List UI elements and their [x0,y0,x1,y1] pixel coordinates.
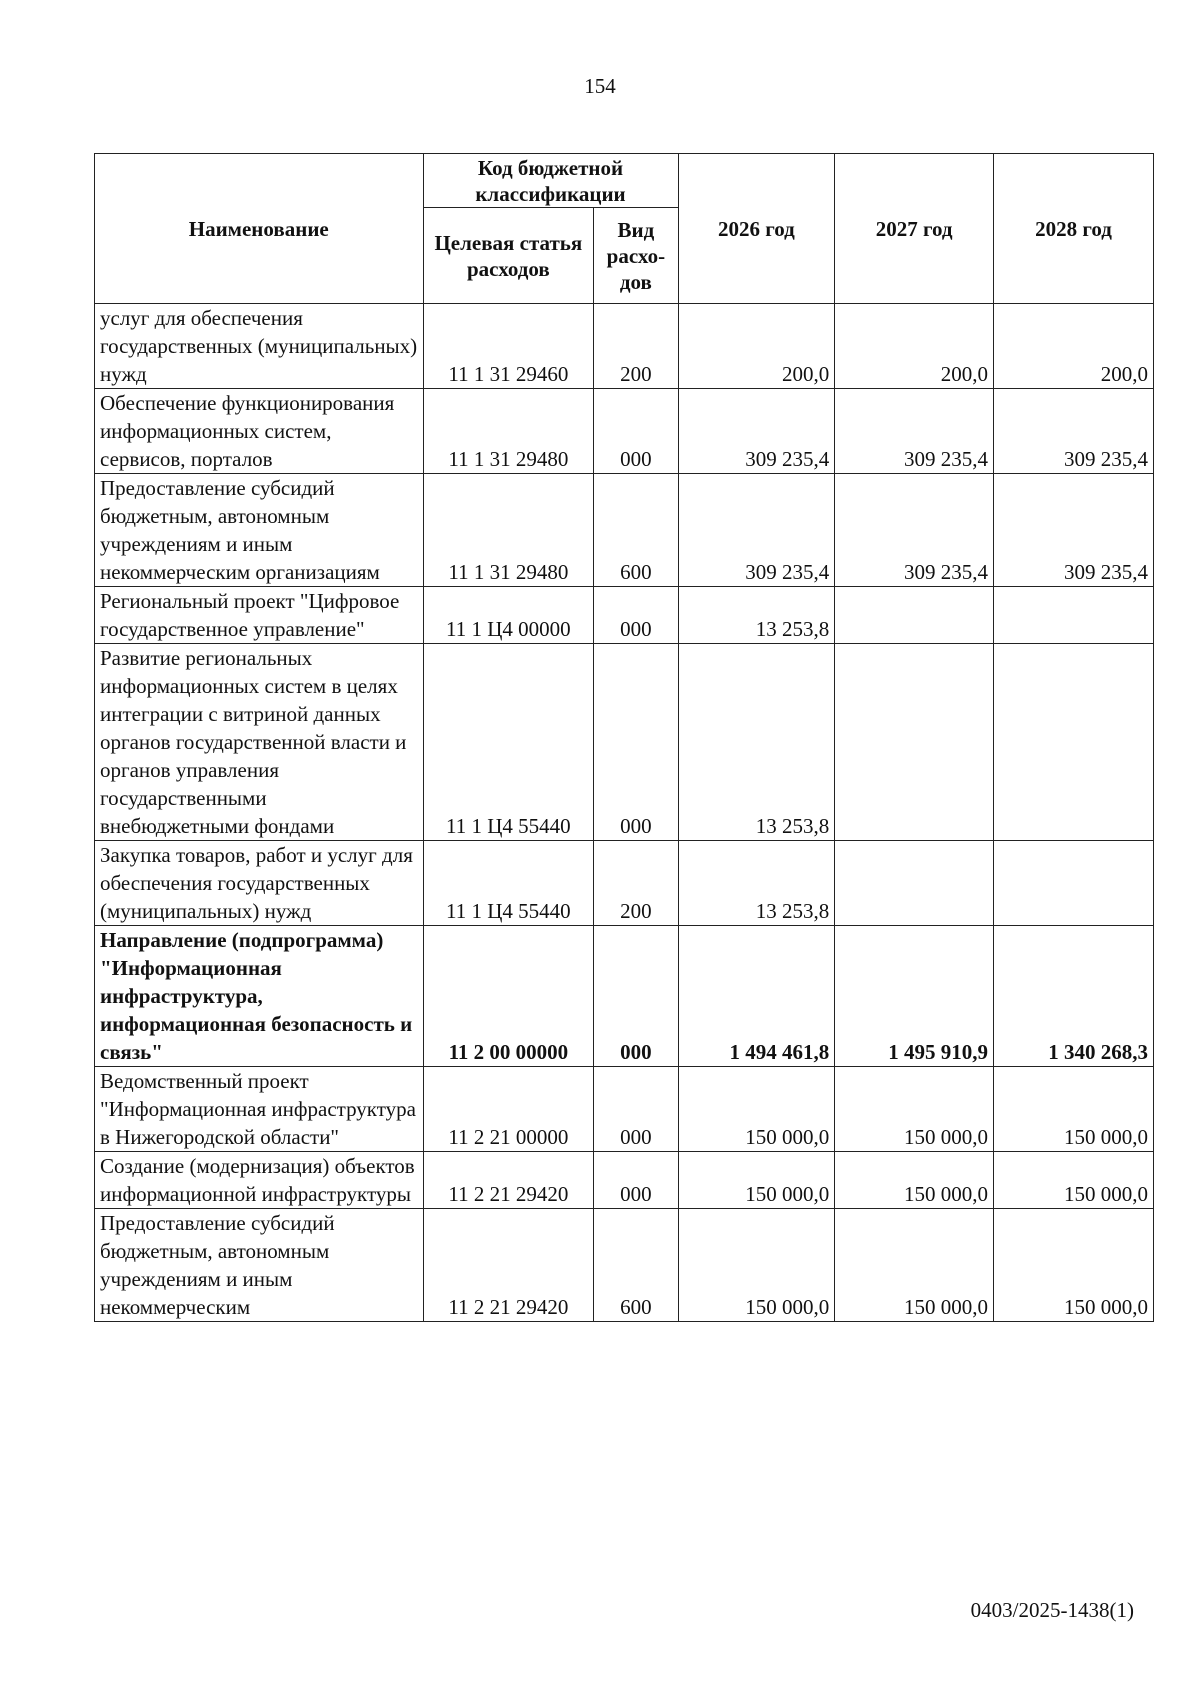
row-name-cell: услуг для обеспечения государственных (муниципальных) нужд [95,304,424,389]
row-2027-value-cell: 200,0 [835,304,994,389]
row-name-cell: Региональный проект "Цифровое государственное управление" [95,587,424,644]
row-name-cell: Направление (подпрограмма) "Информационная инфраструктура, информационная безопасность и связь" [95,926,424,1067]
row-expense-type-cell: 000 [594,644,678,841]
table-row [95,644,1154,841]
table-row [95,1152,1154,1209]
row-2026-value-cell: 150 000,0 [678,1067,835,1152]
row-2027-value-cell [835,587,994,644]
header-name: Наименование [95,154,424,304]
row-expense-type-cell: 600 [594,474,678,587]
table-row [95,304,1154,389]
row-expense-type-cell: 000 [594,926,678,1067]
table-row [95,587,1154,644]
row-expense-type-cell: 000 [594,587,678,644]
row-2026-value-cell: 13 253,8 [678,587,835,644]
row-2026-value-cell: 150 000,0 [678,1209,835,1322]
row-2026-value-cell: 309 235,4 [678,389,835,474]
row-target-article-cell: 11 2 21 29420 [423,1209,594,1322]
row-2027-value-cell: 309 235,4 [835,389,994,474]
row-2026-value-cell: 200,0 [678,304,835,389]
row-target-article-cell: 11 2 21 29420 [423,1152,594,1209]
table-row [95,1067,1154,1152]
table-row [95,474,1154,587]
row-2027-value-cell: 150 000,0 [835,1067,994,1152]
row-2027-value-cell: 309 235,4 [835,474,994,587]
row-name-cell: Предоставление субсидий бюджетным, автономным учреждениям и иным некоммерческим [95,1209,424,1322]
row-2026-value-cell: 309 235,4 [678,474,835,587]
row-2026-value-cell: 150 000,0 [678,1152,835,1209]
row-2028-value-cell: 309 235,4 [994,389,1154,474]
row-target-article-cell: 11 1 31 29480 [423,389,594,474]
table-row [95,926,1154,1067]
row-name-cell: Создание (модернизация) объектов информационной инфраструктуры [95,1152,424,1209]
header-year-2026: 2026 год [678,154,835,304]
row-2028-value-cell: 150 000,0 [994,1209,1154,1322]
header-target-article: Целевая статья расходов [423,208,594,304]
row-2026-value-cell: 13 253,8 [678,644,835,841]
row-target-article-cell: 11 1 31 29480 [423,474,594,587]
row-2027-value-cell: 150 000,0 [835,1152,994,1209]
table-body [95,304,1154,1322]
row-2028-value-cell: 309 235,4 [994,474,1154,587]
document-code: 0403/2025-1438(1) [970,1598,1134,1622]
row-expense-type-cell: 000 [594,1152,678,1209]
row-2026-value-cell: 1 494 461,8 [678,926,835,1067]
row-name-cell: Развитие региональных информационных систем в целях интеграции с витриной данных органов государственной власти и органов управления государственными внебюджетными фондами [95,644,424,841]
row-name-cell: Закупка товаров, работ и услуг для обеспечения государственных (муниципальных) нужд [95,841,424,926]
row-2027-value-cell: 1 495 910,9 [835,926,994,1067]
row-expense-type-cell: 600 [594,1209,678,1322]
row-target-article-cell: 11 1 Ц4 00000 [423,587,594,644]
row-2027-value-cell [835,841,994,926]
row-target-article-cell: 11 1 31 29460 [423,304,594,389]
row-2028-value-cell: 200,0 [994,304,1154,389]
table-row [95,841,1154,926]
table-row [95,1209,1154,1322]
table-header [95,154,1154,304]
row-2028-value-cell [994,841,1154,926]
row-name-cell: Предоставление субсидий бюджетным, автономным учреждениям и иным некоммерческим организациям [95,474,424,587]
row-2026-value-cell: 13 253,8 [678,841,835,926]
budget-table [94,153,1154,1322]
row-2028-value-cell [994,587,1154,644]
row-2028-value-cell: 150 000,0 [994,1152,1154,1209]
row-expense-type-cell: 000 [594,389,678,474]
row-2028-value-cell: 1 340 268,3 [994,926,1154,1067]
row-2028-value-cell [994,644,1154,841]
row-2027-value-cell [835,644,994,841]
row-target-article-cell: 11 2 00 00000 [423,926,594,1067]
header-year-2028: 2028 год [994,154,1154,304]
row-2027-value-cell: 150 000,0 [835,1209,994,1322]
header-year-2027: 2027 год [835,154,994,304]
header-budget-code: Код бюджетной классификации [423,154,678,208]
row-expense-type-cell: 200 [594,841,678,926]
row-2028-value-cell: 150 000,0 [994,1067,1154,1152]
row-name-cell: Обеспечение функционирования информационных систем, сервисов, порталов [95,389,424,474]
row-expense-type-cell: 200 [594,304,678,389]
row-target-article-cell: 11 1 Ц4 55440 [423,841,594,926]
row-target-article-cell: 11 1 Ц4 55440 [423,644,594,841]
page-number: 154 [584,74,616,98]
table-row [95,389,1154,474]
row-target-article-cell: 11 2 21 00000 [423,1067,594,1152]
header-expense-type: Вид расхо-дов [594,208,678,304]
row-name-cell: Ведомственный проект "Информационная инфраструктура в Нижегородской области" [95,1067,424,1152]
row-expense-type-cell: 000 [594,1067,678,1152]
